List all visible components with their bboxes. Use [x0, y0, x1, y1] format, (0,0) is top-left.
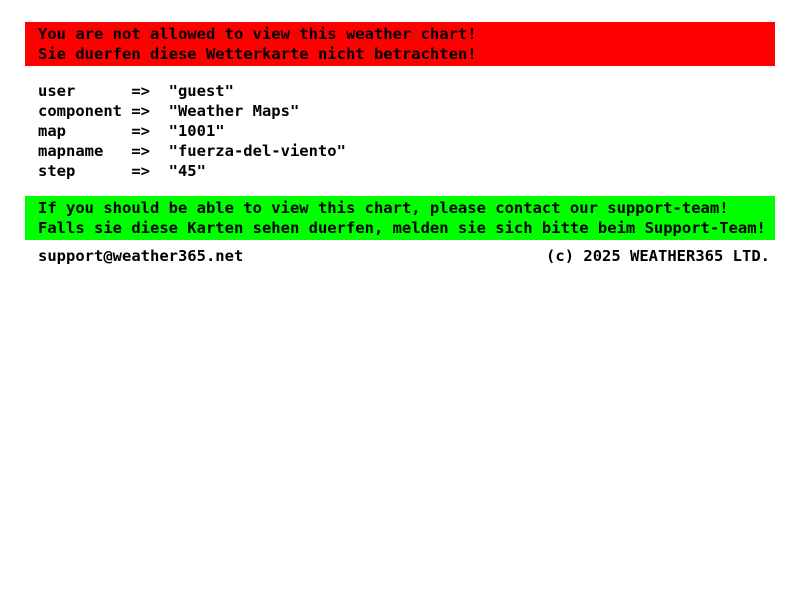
param-key: user: [38, 82, 76, 100]
param-row-component: [38, 101, 800, 121]
param-key: step: [38, 162, 76, 180]
param-value: "fuerza-del-viento": [168, 142, 346, 160]
access-denied-message-de: Sie duerfen diese Wetterkarte nicht betrachten!: [38, 45, 477, 63]
arrow-glyph: =>: [131, 142, 150, 160]
param-value: "45": [168, 162, 206, 180]
arrow-glyph: =>: [131, 122, 150, 140]
param-key: component: [38, 102, 122, 120]
footer: [38, 246, 770, 266]
request-params-list: [38, 81, 800, 181]
param-value: "1001": [168, 122, 225, 140]
arrow-glyph: =>: [131, 102, 150, 120]
support-message-de: Falls sie diese Karten sehen duerfen, melden sie sich bitte beim Support-Team!: [38, 219, 766, 237]
param-key: map: [38, 122, 66, 140]
arrow-glyph: =>: [131, 82, 150, 100]
param-key: mapname: [38, 142, 104, 160]
access-denied-message-en: You are not allowed to view this weather chart!: [38, 25, 477, 43]
param-row-step: [38, 161, 800, 181]
support-email: support@weather365.net: [38, 247, 244, 265]
param-row-map: [38, 121, 800, 141]
copyright-notice: (c) 2025 WEATHER365 LTD.: [546, 247, 770, 265]
access-denied-banner: [25, 22, 775, 66]
param-row-user: [38, 81, 800, 101]
support-message-en: If you should be able to view this chart, please contact our support-team!: [38, 199, 729, 217]
support-contact-banner: [25, 196, 775, 240]
param-row-mapname: [38, 141, 800, 161]
arrow-glyph: =>: [131, 162, 150, 180]
param-value: "Weather Maps": [168, 102, 300, 120]
param-value: "guest": [168, 82, 234, 100]
